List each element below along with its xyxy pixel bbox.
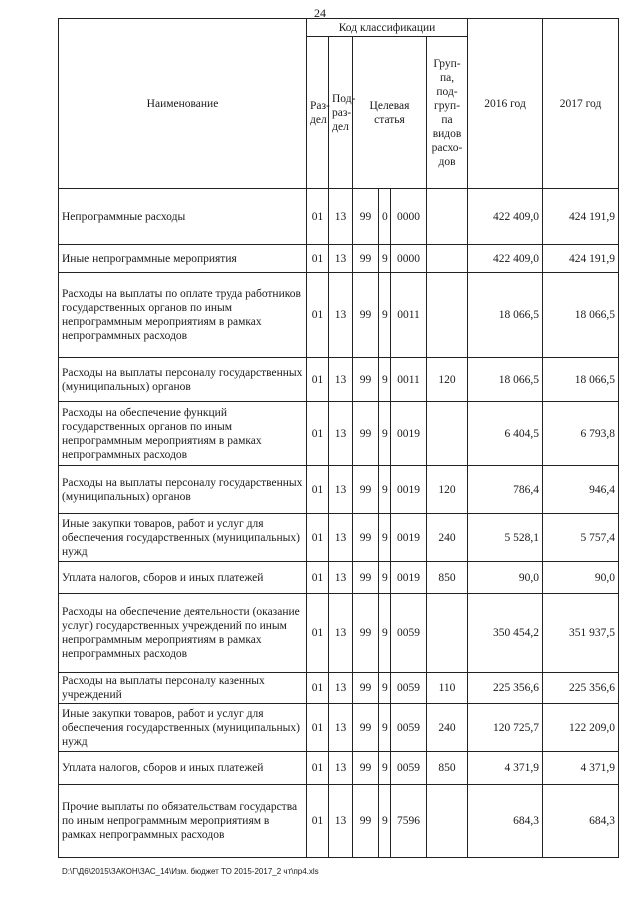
row-target-program: 99: [353, 562, 379, 594]
row-subsection: 13: [329, 594, 353, 673]
row-amount-2016: 422 409,0: [468, 189, 543, 245]
header-code-group: Код классификации: [307, 19, 468, 37]
row-target-direction: 9: [379, 358, 391, 402]
row-target-program: 99: [353, 785, 379, 858]
row-section: 01: [307, 245, 329, 273]
row-subsection: 13: [329, 562, 353, 594]
table-body: [59, 189, 619, 858]
row-target-direction: 0: [379, 189, 391, 245]
row-target-number: 0019: [391, 466, 427, 514]
row-target-program: 99: [353, 594, 379, 673]
row-target-direction: 9: [379, 673, 391, 704]
header-subsection: Под- раз- дел: [329, 37, 353, 189]
row-amount-2017: 351 937,5: [543, 594, 619, 673]
table-row: [59, 189, 619, 245]
row-subsection: 13: [329, 704, 353, 752]
row-amount-2017: 684,3: [543, 785, 619, 858]
row-target-number: 0000: [391, 189, 427, 245]
header-section: Раз- дел: [307, 37, 329, 189]
table-row: [59, 562, 619, 594]
row-amount-2017: 18 066,5: [543, 273, 619, 358]
row-subsection: 13: [329, 673, 353, 704]
row-amount-2017: 4 371,9: [543, 752, 619, 785]
row-target-direction: 9: [379, 594, 391, 673]
row-name: Непрограммные расходы: [59, 189, 307, 245]
row-section: 01: [307, 785, 329, 858]
row-subsection: 13: [329, 273, 353, 358]
row-name: Расходы на выплаты персоналу казенных учреждений: [59, 673, 307, 704]
row-target-program: 99: [353, 514, 379, 562]
row-amount-2017: 424 191,9: [543, 245, 619, 273]
row-section: 01: [307, 189, 329, 245]
row-expense-type: 850: [427, 752, 468, 785]
row-expense-type: [427, 245, 468, 273]
row-target-number: 0011: [391, 358, 427, 402]
row-amount-2017: 424 191,9: [543, 189, 619, 245]
row-name: Расходы на обеспечение деятельности (оказание услуг) государственных учреждений по иным непрограммным мероприятиям в рамках непрограммных расходов: [59, 594, 307, 673]
row-amount-2017: 946,4: [543, 466, 619, 514]
row-name: Иные закупки товаров, работ и услуг для обеспечения государственных (муниципальных) нужд: [59, 514, 307, 562]
row-target-number: 0059: [391, 594, 427, 673]
row-name: Уплата налогов, сборов и иных платежей: [59, 562, 307, 594]
row-subsection: 13: [329, 189, 353, 245]
row-target-program: 99: [353, 273, 379, 358]
row-target-number: 0019: [391, 402, 427, 466]
row-subsection: 13: [329, 466, 353, 514]
row-expense-type: 850: [427, 562, 468, 594]
row-amount-2016: 5 528,1: [468, 514, 543, 562]
table-row: [59, 785, 619, 858]
row-amount-2017: 122 209,0: [543, 704, 619, 752]
row-amount-2016: 120 725,7: [468, 704, 543, 752]
row-name: Прочие выплаты по обязательствам государства по иным непрограммным мероприятиям в рамках непрограммных расходов: [59, 785, 307, 858]
row-amount-2017: 90,0: [543, 562, 619, 594]
file-path-footer: D:\Г\Д6\2015\ЗАКОН\ЗАС_14\Изм. бюджет ТО 2015-2017_2 чт\пр4.xls: [62, 867, 319, 876]
table-row: [59, 514, 619, 562]
row-amount-2016: 18 066,5: [468, 358, 543, 402]
row-target-direction: 9: [379, 514, 391, 562]
row-target-direction: 9: [379, 785, 391, 858]
row-name: Иные закупки товаров, работ и услуг для обеспечения государственных (муниципальных) нужд: [59, 704, 307, 752]
row-section: 01: [307, 704, 329, 752]
row-name: Расходы на обеспечение функций государственных органов по иным непрограммным мероприятиям в рамках непрограммных расходов: [59, 402, 307, 466]
row-target-number: 0011: [391, 273, 427, 358]
row-expense-type: [427, 785, 468, 858]
row-expense-type: [427, 402, 468, 466]
row-expense-type: 120: [427, 358, 468, 402]
row-amount-2016: 422 409,0: [468, 245, 543, 273]
row-amount-2017: 225 356,6: [543, 673, 619, 704]
row-subsection: 13: [329, 358, 353, 402]
table-header: [59, 19, 619, 189]
header-expense-type: Груп- па, под- груп- па видов расхо- дов: [427, 37, 468, 189]
row-subsection: 13: [329, 245, 353, 273]
header-name: Наименование: [59, 19, 307, 189]
row-amount-2016: 18 066,5: [468, 273, 543, 358]
header-year-2016: 2016 год: [468, 19, 543, 189]
row-name: Расходы на выплаты по оплате труда работников государственных органов по иным непрограммным мероприятиям в рамках непрограммных расходов: [59, 273, 307, 358]
row-section: 01: [307, 358, 329, 402]
header-target-article: Целевая статья: [353, 37, 427, 189]
row-target-program: 99: [353, 402, 379, 466]
header-year-2017: 2017 год: [543, 19, 619, 189]
row-expense-type: 120: [427, 466, 468, 514]
row-amount-2017: 5 757,4: [543, 514, 619, 562]
row-target-program: 99: [353, 673, 379, 704]
row-target-program: 99: [353, 466, 379, 514]
row-amount-2016: 684,3: [468, 785, 543, 858]
table-row: [59, 402, 619, 466]
row-expense-type: 240: [427, 514, 468, 562]
row-subsection: 13: [329, 785, 353, 858]
row-section: 01: [307, 594, 329, 673]
row-section: 01: [307, 752, 329, 785]
row-amount-2016: 4 371,9: [468, 752, 543, 785]
row-expense-type: [427, 189, 468, 245]
row-section: 01: [307, 562, 329, 594]
row-section: 01: [307, 514, 329, 562]
row-target-program: 99: [353, 245, 379, 273]
row-name: Расходы на выплаты персоналу государственных (муниципальных) органов: [59, 358, 307, 402]
row-target-number: 0019: [391, 562, 427, 594]
row-amount-2016: 6 404,5: [468, 402, 543, 466]
row-target-program: 99: [353, 704, 379, 752]
row-expense-type: 110: [427, 673, 468, 704]
row-name: Иные непрограммные мероприятия: [59, 245, 307, 273]
row-target-number: 0059: [391, 752, 427, 785]
budget-table: [58, 18, 619, 858]
row-subsection: 13: [329, 514, 353, 562]
row-subsection: 13: [329, 752, 353, 785]
row-target-number: 0019: [391, 514, 427, 562]
row-target-number: 0059: [391, 704, 427, 752]
row-target-direction: 9: [379, 562, 391, 594]
row-expense-type: 240: [427, 704, 468, 752]
row-target-number: 0059: [391, 673, 427, 704]
row-amount-2016: 225 356,6: [468, 673, 543, 704]
page-number: 24: [314, 6, 326, 20]
row-amount-2016: 350 454,2: [468, 594, 543, 673]
row-target-direction: 9: [379, 752, 391, 785]
table-row: [59, 673, 619, 704]
table-row: [59, 594, 619, 673]
row-expense-type: [427, 594, 468, 673]
row-section: 01: [307, 273, 329, 358]
row-name: Расходы на выплаты персоналу государственных (муниципальных) органов: [59, 466, 307, 514]
row-amount-2016: 90,0: [468, 562, 543, 594]
row-target-number: 0000: [391, 245, 427, 273]
table-row: [59, 273, 619, 358]
table-row: [59, 752, 619, 785]
row-subsection: 13: [329, 402, 353, 466]
table-row: [59, 466, 619, 514]
row-target-direction: 9: [379, 273, 391, 358]
table-row: [59, 704, 619, 752]
row-target-direction: 9: [379, 245, 391, 273]
row-expense-type: [427, 273, 468, 358]
table-row: [59, 358, 619, 402]
row-target-program: 99: [353, 752, 379, 785]
row-section: 01: [307, 673, 329, 704]
table-row: [59, 245, 619, 273]
row-amount-2016: 786,4: [468, 466, 543, 514]
row-target-direction: 9: [379, 402, 391, 466]
row-amount-2017: 18 066,5: [543, 358, 619, 402]
row-section: 01: [307, 466, 329, 514]
row-target-direction: 9: [379, 704, 391, 752]
row-target-program: 99: [353, 189, 379, 245]
row-target-number: 7596: [391, 785, 427, 858]
row-section: 01: [307, 402, 329, 466]
row-target-program: 99: [353, 358, 379, 402]
row-name: Уплата налогов, сборов и иных платежей: [59, 752, 307, 785]
row-target-direction: 9: [379, 466, 391, 514]
row-amount-2017: 6 793,8: [543, 402, 619, 466]
